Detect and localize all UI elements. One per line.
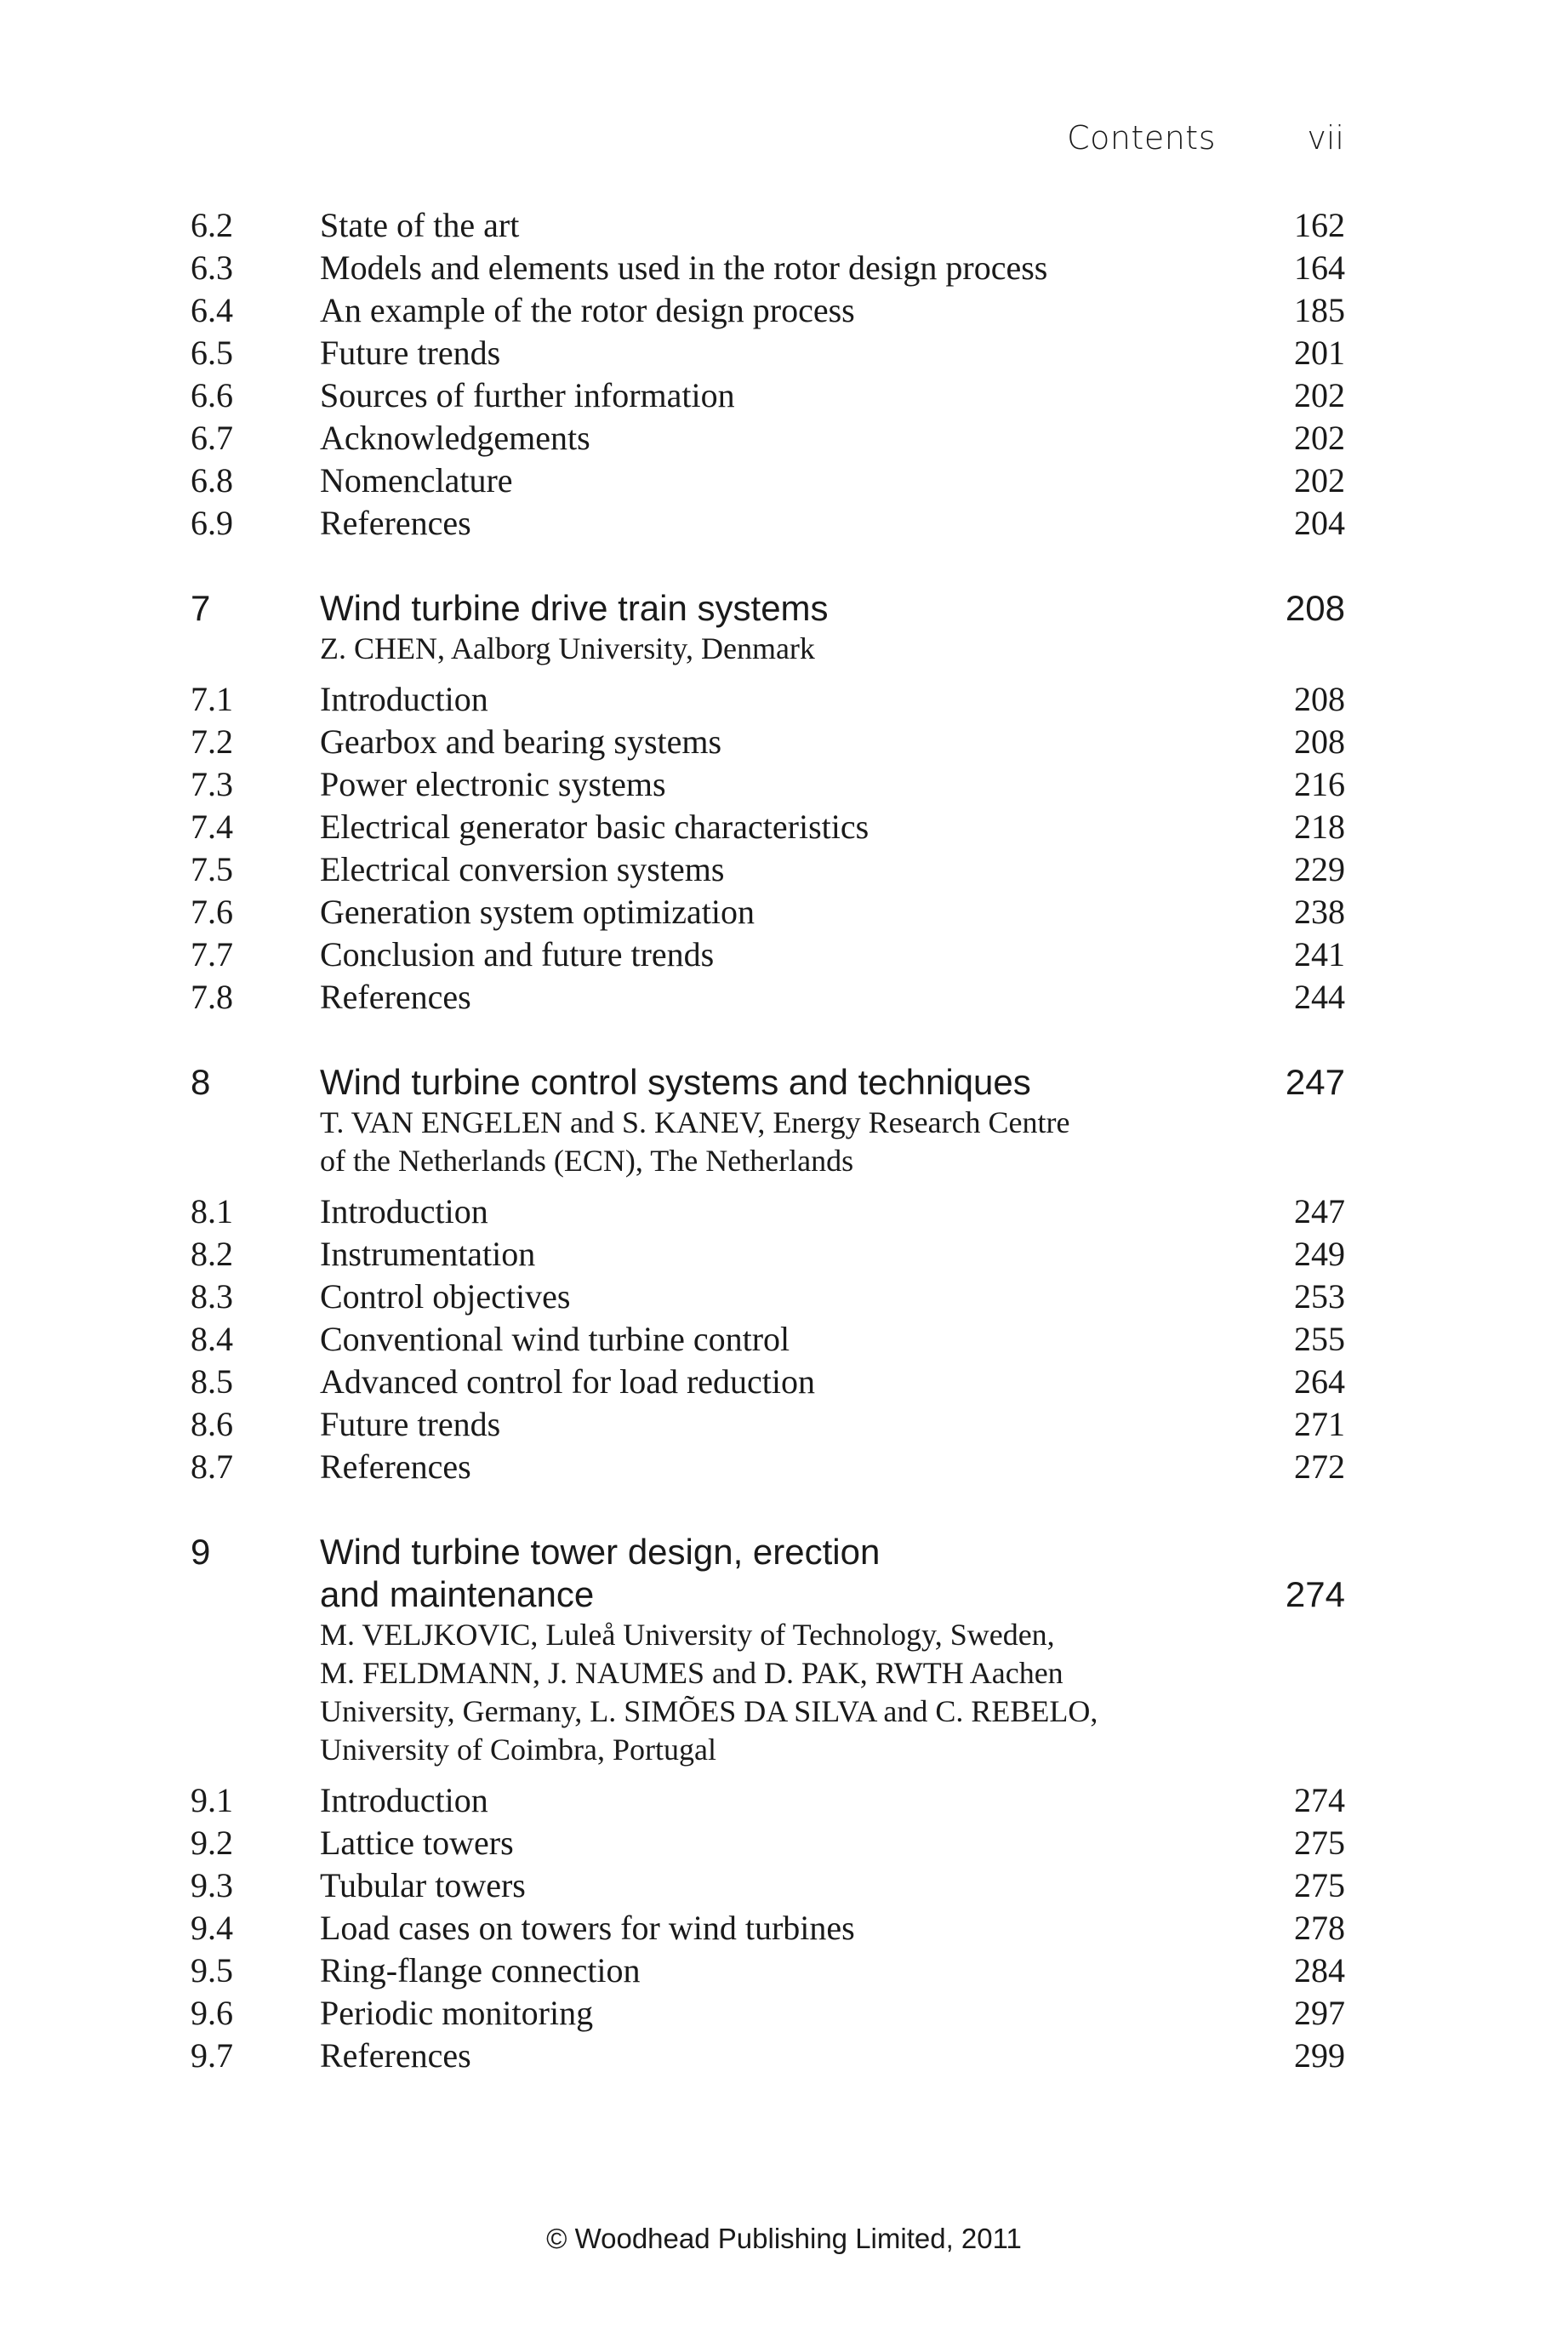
- section-title: Models and elements used in the rotor design process: [320, 248, 1048, 287]
- toc-row: [191, 289, 1345, 332]
- section-title: State of the art: [320, 206, 520, 244]
- table-of-contents: [191, 204, 1345, 2077]
- section-page: 297: [1294, 1994, 1345, 2032]
- chapter-authors: [320, 1104, 1345, 1180]
- section-number: 9.5: [191, 1951, 233, 1989]
- section-title: Nomenclature: [320, 461, 513, 500]
- chapter-title: [320, 1061, 1345, 1104]
- section-title: Future trends: [320, 334, 501, 372]
- toc-row: [191, 1190, 1345, 1233]
- section-title: Introduction: [320, 1781, 488, 1819]
- section-number: 9.6: [191, 1994, 233, 2032]
- section-page: 202: [1294, 419, 1345, 457]
- section-page: 208: [1294, 680, 1345, 718]
- section-title: Instrumentation: [320, 1235, 536, 1273]
- section-page: 275: [1294, 1824, 1345, 1862]
- section-number: 8.7: [191, 1447, 233, 1486]
- section-page: 164: [1294, 248, 1345, 287]
- section-title: Introduction: [320, 680, 488, 718]
- toc-row: [191, 1318, 1345, 1361]
- section-title: References: [320, 504, 471, 542]
- section-number: 6.6: [191, 376, 233, 414]
- section-title: Conventional wind turbine control: [320, 1320, 790, 1358]
- section-page: 208: [1294, 722, 1345, 761]
- toc-row: [191, 891, 1345, 933]
- section-number: 6.9: [191, 504, 233, 542]
- toc-row: [191, 763, 1345, 806]
- section-title: Conclusion and future trends: [320, 935, 715, 973]
- chapter-authors: [320, 630, 1345, 668]
- section-title: Advanced control for load reduction: [320, 1362, 816, 1401]
- author-line: University of Coimbra, Portugal: [320, 1733, 716, 1767]
- chapter-heading: [191, 1061, 1345, 1104]
- section-title: Periodic monitoring: [320, 1994, 594, 2032]
- toc-row: [191, 332, 1345, 374]
- chapter-title-line: Wind turbine drive train systems: [320, 588, 829, 628]
- section-page: 274: [1294, 1781, 1345, 1819]
- author-line: of the Netherlands (ECN), The Netherlands: [320, 1144, 854, 1178]
- toc-row: [191, 1276, 1345, 1318]
- section-number: 9.2: [191, 1824, 233, 1862]
- section-number: 7.6: [191, 893, 233, 931]
- section-title: Gearbox and bearing systems: [320, 722, 722, 761]
- section-title: An example of the rotor design process: [320, 291, 855, 329]
- section-title: Introduction: [320, 1192, 488, 1230]
- section-page: 218: [1294, 808, 1345, 846]
- section-number: 6.7: [191, 419, 233, 457]
- toc-row: [191, 976, 1345, 1019]
- toc-row: [191, 1864, 1345, 1907]
- chapter-page: 274: [1285, 1574, 1345, 1614]
- section-title: Generation system optimization: [320, 893, 755, 931]
- toc-row: [191, 1446, 1345, 1488]
- section-number: 9.7: [191, 2036, 233, 2075]
- toc-row: [191, 1361, 1345, 1403]
- section-number: 8.3: [191, 1277, 233, 1316]
- toc-row: [191, 417, 1345, 460]
- section-page: 201: [1294, 334, 1345, 372]
- section-page: 284: [1294, 1951, 1345, 1989]
- section-title: Electrical generator basic characteristics: [320, 808, 870, 846]
- chapter-title: [320, 587, 1345, 630]
- section-title: Control objectives: [320, 1277, 571, 1316]
- section-page: 247: [1294, 1192, 1345, 1230]
- section-number: 6.8: [191, 461, 233, 500]
- section-number: 8.5: [191, 1362, 233, 1401]
- section-title: References: [320, 2036, 471, 2075]
- section-title: Sources of further information: [320, 376, 735, 414]
- section-page: 255: [1294, 1320, 1345, 1358]
- section-number: 7.7: [191, 935, 233, 973]
- section-title: Lattice towers: [320, 1824, 514, 1862]
- section-number: 9.3: [191, 1866, 233, 1904]
- chapter-heading: [191, 1531, 1345, 1616]
- section-page: 241: [1294, 935, 1345, 973]
- author-line: Z. CHEN, Aalborg University, Denmark: [320, 631, 815, 665]
- section-title: Acknowledgements: [320, 419, 590, 457]
- toc-row: [191, 1950, 1345, 1992]
- chapter-title-line: Wind turbine tower design, erection: [320, 1532, 881, 1572]
- section-number: 6.2: [191, 206, 233, 244]
- section-number: 8.2: [191, 1235, 233, 1273]
- toc-row: [191, 1233, 1345, 1276]
- section-number: 6.5: [191, 334, 233, 372]
- section-number: 9.1: [191, 1781, 233, 1819]
- author-line: University, Germany, L. SIMÕES DA SILVA and C. REBELO,: [320, 1694, 1098, 1728]
- author-line: M. VELJKOVIC, Luleå University of Technology, Sweden,: [320, 1618, 1055, 1652]
- toc-row: [191, 1822, 1345, 1864]
- section-page: 185: [1294, 291, 1345, 329]
- section-page: 271: [1294, 1405, 1345, 1443]
- section-number: 8.6: [191, 1405, 233, 1443]
- toc-row: [191, 204, 1345, 247]
- section-page: 275: [1294, 1866, 1345, 1904]
- author-line: T. VAN ENGELEN and S. KANEV, Energy Research Centre: [320, 1105, 1070, 1139]
- section-title: Ring-flange connection: [320, 1951, 641, 1989]
- section-number: 6.4: [191, 291, 233, 329]
- section-page: 253: [1294, 1277, 1345, 1316]
- section-page: 238: [1294, 893, 1345, 931]
- section-list-chapter-6: [191, 204, 1345, 545]
- section-number: 7.3: [191, 765, 233, 803]
- section-page: 244: [1294, 978, 1345, 1016]
- toc-row: [191, 678, 1345, 721]
- section-page: 264: [1294, 1362, 1345, 1401]
- toc-row: [191, 502, 1345, 545]
- toc-row: [191, 1907, 1345, 1950]
- section-page: 202: [1294, 376, 1345, 414]
- section-title: References: [320, 1447, 471, 1486]
- toc-row: [191, 1403, 1345, 1446]
- section-title: Load cases on towers for wind turbines: [320, 1909, 855, 1947]
- running-header-title: Contents: [1067, 119, 1216, 157]
- section-number: 8.1: [191, 1192, 233, 1230]
- section-page: 272: [1294, 1447, 1345, 1486]
- section-page: 299: [1294, 2036, 1345, 2075]
- section-title: Electrical conversion systems: [320, 850, 725, 888]
- chapter-number: 8: [191, 1062, 211, 1102]
- section-number: 7.4: [191, 808, 233, 846]
- section-page: 249: [1294, 1235, 1345, 1273]
- chapter-number: 7: [191, 588, 211, 628]
- toc-row: [191, 933, 1345, 976]
- chapter-authors: [320, 1616, 1345, 1769]
- toc-row: [191, 1779, 1345, 1822]
- section-number: 7.1: [191, 680, 233, 718]
- section-title: Power electronic systems: [320, 765, 666, 803]
- section-number: 6.3: [191, 248, 233, 287]
- chapter-number: 9: [191, 1532, 211, 1572]
- section-title: Tubular towers: [320, 1866, 526, 1904]
- author-line: M. FELDMANN, J. NAUMES and D. PAK, RWTH Aachen: [320, 1656, 1063, 1690]
- copyright-footer: © Woodhead Publishing Limited, 2011: [546, 2223, 1022, 2254]
- chapter-title: [320, 1531, 1345, 1616]
- page-number: vii: [1307, 119, 1344, 157]
- section-page: 162: [1294, 206, 1345, 244]
- toc-row: [191, 374, 1345, 417]
- chapter-page: 208: [1285, 588, 1345, 628]
- chapter-title-line: Wind turbine control systems and techniques: [320, 1062, 1031, 1102]
- toc-row: [191, 848, 1345, 891]
- toc-row: [191, 2035, 1345, 2077]
- section-page: 204: [1294, 504, 1345, 542]
- section-number: 8.4: [191, 1320, 233, 1358]
- chapter-title-line: and maintenance: [320, 1574, 595, 1614]
- section-page: 229: [1294, 850, 1345, 888]
- section-title: References: [320, 978, 471, 1016]
- toc-row: [191, 721, 1345, 763]
- section-number: 7.8: [191, 978, 233, 1016]
- section-page: 202: [1294, 461, 1345, 500]
- section-number: 7.2: [191, 722, 233, 761]
- section-page: 278: [1294, 1909, 1345, 1947]
- toc-row: [191, 1992, 1345, 2035]
- toc-row: [191, 806, 1345, 848]
- section-page: 216: [1294, 765, 1345, 803]
- section-number: 9.4: [191, 1909, 233, 1947]
- chapter-heading: [191, 587, 1345, 630]
- running-header: [0, 119, 1568, 170]
- chapter-page: 247: [1285, 1062, 1345, 1102]
- toc-row: [191, 460, 1345, 502]
- section-number: 7.5: [191, 850, 233, 888]
- toc-row: [191, 247, 1345, 289]
- section-title: Future trends: [320, 1405, 501, 1443]
